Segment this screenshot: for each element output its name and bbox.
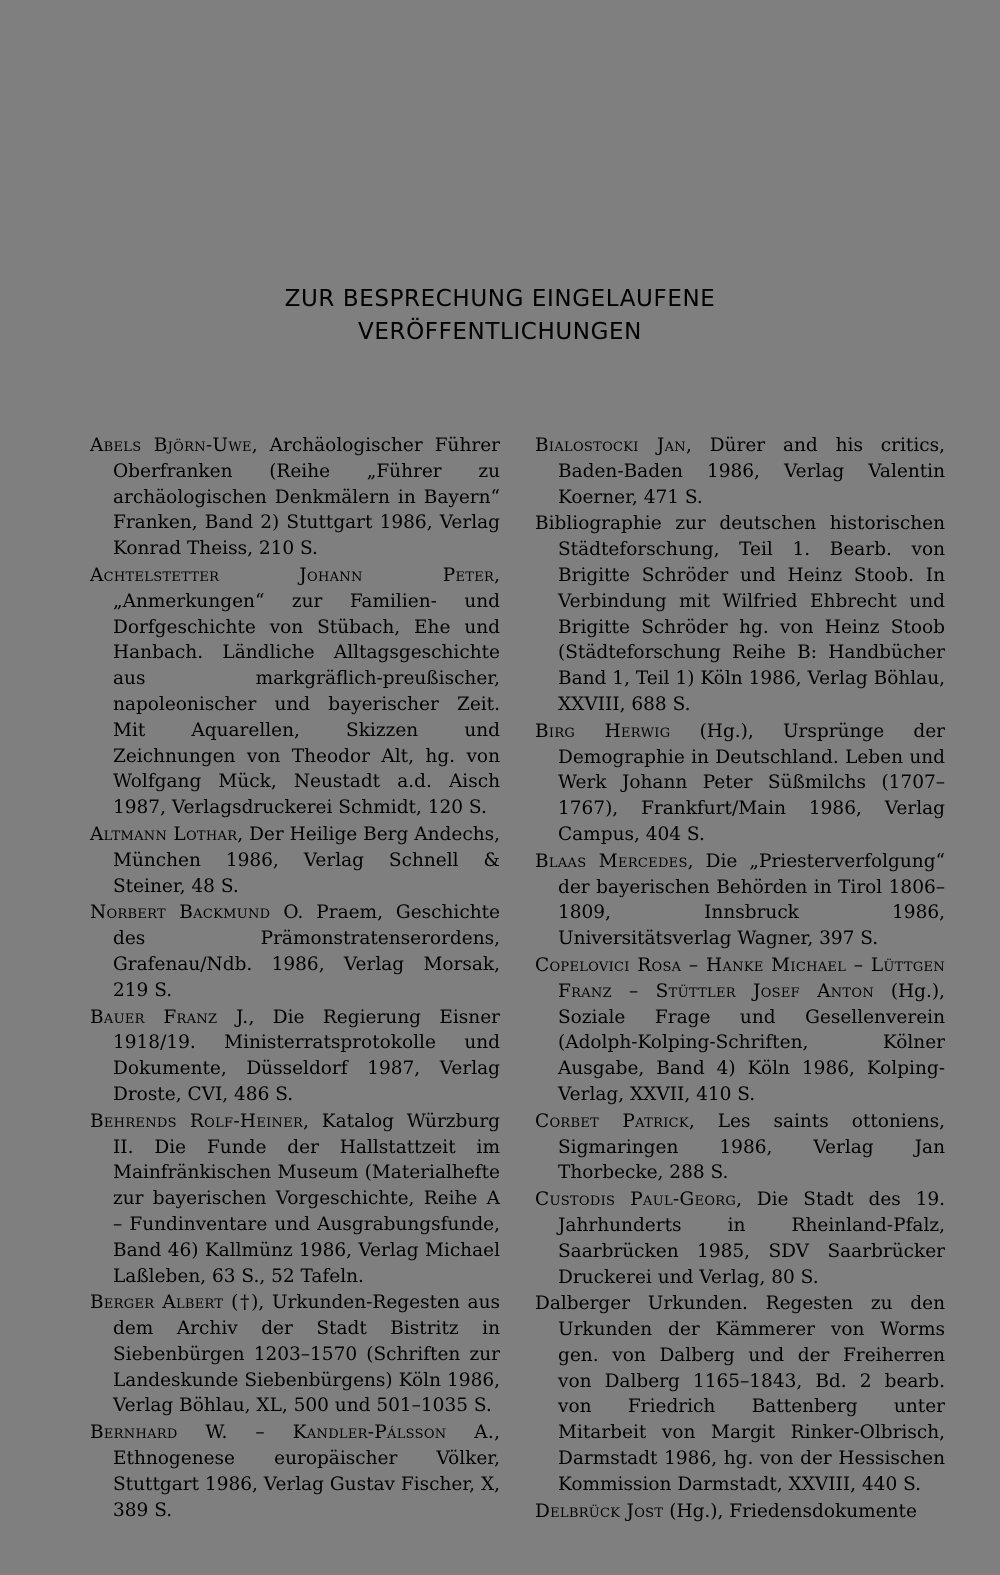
entry-author: Abels Björn-Uwe [90, 435, 252, 456]
entry-author: Behrends Rolf-Heiner [90, 1110, 304, 1132]
entry-author: Bialostocki Jan [535, 435, 686, 456]
bibliography-entry [90, 822, 500, 899]
bibliography-entry [90, 1109, 500, 1290]
entry-text: Bibliographie zur deutschen historischen Städteforschung, Teil 1. Bearb. von Brigitte Schröder und Heinz Stoob. In Verbindung mit Wilfried Ehbrecht und Brigitte Schröder hg. von Heinz Stoob (Städteforschung Reihe B: Handbücher Band 1, Teil 1) Köln 1986, Verlag Böhlau, XXVIII, 688 S. [535, 513, 945, 715]
entry-text: Dalberger Urkunden. Regesten zu den Urkunden der Kämmerer von Worms gen. von Dalberg und der Freiherren von Dalberg 1165–1843, Bd. 2 bearb. von Friedrich Battenberg unter Mitarbeit von Margit Rinker-Olbrisch, Darmstadt 1986, hg. von der Hessischen Kommission Darmstadt, XXVIII, 440 S. [535, 1293, 945, 1495]
entry-text: (Hg.), Friedensdokumente [663, 1500, 917, 1522]
entry-text: , Die „Priesterverfolgung“ der bayerischen Behörden in Tirol 1806–1809, Innsbruck 1986, Universitätsverlag Wagner, 397 S. [558, 850, 945, 950]
bibliography-entry [90, 900, 500, 1003]
bibliography-entry [535, 953, 945, 1108]
bibliography-entry [535, 511, 945, 717]
entry-author: Berger Albert [90, 1292, 224, 1314]
bibliography-entry [90, 1005, 500, 1108]
entry-text: , Dürer and his critics, Baden-Baden 1986, Verlag Valentin Koerner, 471 S. [558, 435, 946, 508]
entry-author: Norbert Backmund [90, 902, 271, 924]
bibliography-entry [535, 719, 945, 848]
entry-text: , Archäologischer Führer Oberfranken (Reihe „Führer zu archäologischen Denkmälern in Bayern“ Franken, Band 2) Stuttgart 1986, Verlag Konrad Theiss, 210 S. [113, 435, 500, 560]
left-column [90, 433, 500, 1524]
page-title-line-1: ZUR BESPRECHUNG EINGELAUFENE [284, 286, 716, 312]
bibliography-entry [90, 433, 500, 562]
bibliography-entry [90, 1290, 500, 1419]
bibliography-entry [535, 849, 945, 952]
entry-author: Copelovici Rosa – Hanke Michael – Lüttgen Franz – Stüttler Josef Anton [535, 954, 945, 1002]
entry-author: Altmann Lothar [90, 823, 238, 845]
bibliography-entry [535, 1499, 945, 1525]
entry-author: Birg Herwig [535, 720, 671, 742]
bibliography-entry [535, 1187, 945, 1290]
entry-author: Bauer Franz J. [90, 1006, 249, 1028]
entry-author: Achtelstetter Johann Peter [90, 564, 495, 586]
entry-text: , Der Heilige Berg Andechs, München 1986, Verlag Schnell & Steiner, 48 S. [113, 823, 500, 897]
bibliography-entry [535, 1109, 945, 1186]
entry-text: (†), Urkunden-Regesten aus dem Archiv der Stadt Bistritz in Siebenbürgen 1203–1570 (Schriften zur Landeskunde Siebenbürgens) Köln 1986, Verlag Böhlau, XL, 500 und 501–1035 S. [113, 1292, 500, 1417]
entry-text: , „Anmerkungen“ zur Familien- und Dorfgeschichte von Stübach, Ehe und Hanbach. Ländliche Alltagsgeschichte aus markgräflich-preußischer, napoleonischer und bayerischer Zeit. Mit Aquarellen, Skizzen und Zeichnungen von Theodor Alt, hg. von Wolfgang Mück, Neustadt a.d. Aisch 1987, Verlagsdruckerei Schmidt, 120 S. [113, 564, 500, 819]
bibliography-entry [90, 1420, 500, 1523]
entry-author: Bernhard W. – Kandler-Pálsson A. [90, 1422, 495, 1444]
entry-text: , Die Stadt des 19. Jahrhunderts in Rheinland-Pfalz, Saarbrücken 1985, SDV Saarbrücker Druckerei und Verlag, 80 S. [558, 1189, 945, 1288]
bibliography-entry [535, 1291, 945, 1497]
entry-author: Delbrück Jost [535, 1500, 664, 1522]
entry-text: , Die Regierung Eisner 1918/19. Ministerratsprotokolle und Dokumente, Düsseldorf 1987, Verlag Droste, CVI, 486 S. [113, 1006, 500, 1105]
entry-author: Custodis Paul-Georg [535, 1189, 737, 1211]
page-title [0, 283, 1000, 349]
entry-author: Corbet Patrick [535, 1110, 689, 1132]
entry-text: , Katalog Würzburg II. Die Funde der Hallstattzeit im Mainfränkischen Museum (Materialhefte zur bayerischen Vorgeschichte, Reihe A – Fundinventare und Ausgrabungsfunde, Band 46) Kallmünz 1986, Verlag Michael Laßleben, 63 S., 52 Tafeln. [113, 1110, 500, 1287]
page-title-line-2: VERÖFFENTLICHUNGEN [358, 319, 642, 345]
entry-text: (Hg.), Ursprünge der Demographie in Deutschland. Leben und Werk Johann Peter Süßmilchs (1707–1767), Frankfurt/Main 1986, Verlag Campus, 404 S. [558, 720, 946, 845]
entry-text: O. Praem, Geschichte des Prämonstratenserordens, Grafenau/Ndb. 1986, Verlag Morsak, 219 S. [113, 902, 501, 1001]
bibliography-entry [90, 563, 500, 821]
bibliography-entry [535, 433, 945, 510]
entry-text: , Ethnogenese europäischer Völker, Stuttgart 1986, Verlag Gustav Fischer, X, 389 S. [113, 1422, 500, 1521]
entry-text: (Hg.), Soziale Frage und Gesellenverein (Adolph-Kolping-Schriften, Kölner Ausgabe, Band 4) Köln 1986, Kolping-Verlag, XXVII, 410 S. [558, 980, 945, 1105]
entry-author: Blaas Mercedes [535, 850, 688, 872]
entry-text: , Les saints ottoniens, Sigmaringen 1986, Verlag Jan Thorbecke, 288 S. [558, 1110, 945, 1184]
right-column [535, 433, 945, 1525]
